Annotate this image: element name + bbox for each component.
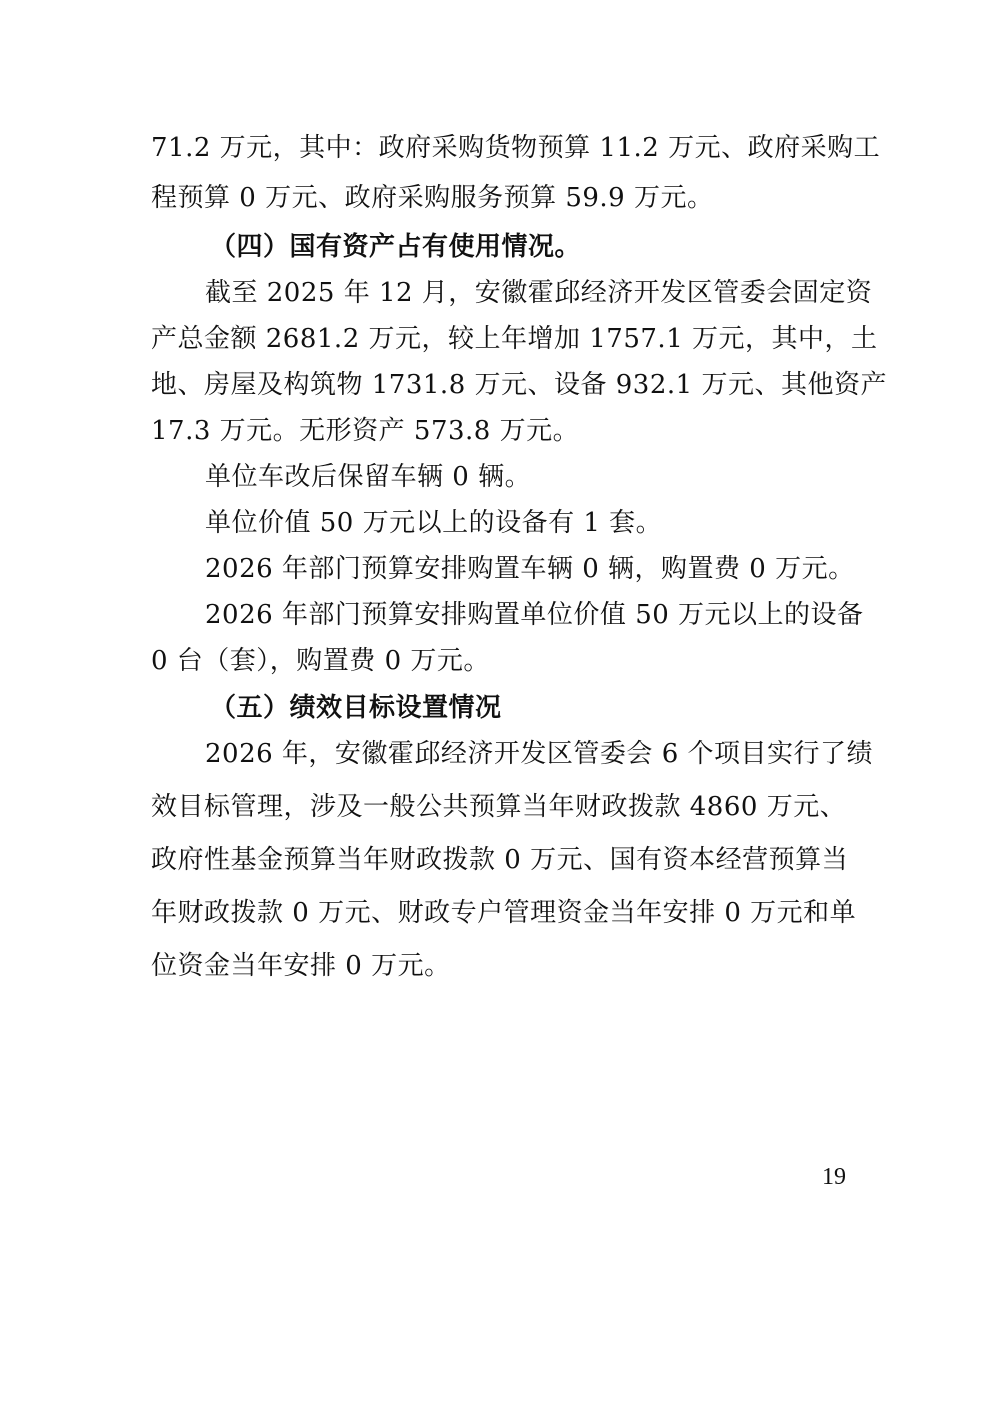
paragraph-line: 截至 2025 年 12 月，安徽霍邱经济开发区管委会固定资 bbox=[205, 278, 873, 308]
paragraph-line: 效目标管理，涉及一般公共预算当年财政拨款 4860 万元、 bbox=[151, 792, 847, 822]
paragraph-line: 单位价值 50 万元以上的设备有 1 套。 bbox=[205, 508, 663, 538]
paragraph-line: 程预算 0 万元、政府采购服务预算 59.9 万元。 bbox=[151, 183, 714, 213]
paragraph-line: 2026 年部门预算安排购置车辆 0 辆，购置费 0 万元。 bbox=[205, 554, 855, 584]
paragraph-line: 地、房屋及构筑物 1731.8 万元、设备 932.1 万元、其他资产 bbox=[151, 370, 887, 400]
paragraph-line: 0 台（套），购置费 0 万元。 bbox=[151, 646, 490, 676]
paragraph-line: 位资金当年安排 0 万元。 bbox=[151, 951, 451, 981]
paragraph-line: 年财政拨款 0 万元、财政专户管理资金当年安排 0 万元和单 bbox=[151, 898, 857, 928]
paragraph-line: 政府性基金预算当年财政拨款 0 万元、国有资本经营预算当 bbox=[151, 845, 849, 875]
paragraph-line: 产总金额 2681.2 万元，较上年增加 1757.1 万元，其中，土 bbox=[151, 324, 878, 354]
paragraph-line: 17.3 万元。无形资产 573.8 万元。 bbox=[151, 416, 580, 446]
paragraph-line: 2026 年，安徽霍邱经济开发区管委会 6 个项目实行了绩 bbox=[205, 739, 874, 769]
paragraph-line: 单位车改后保留车辆 0 辆。 bbox=[205, 462, 532, 492]
section-heading-assets: （四）国有资产占有使用情况。 bbox=[210, 232, 582, 262]
paragraph-line: 71.2 万元，其中：政府采购货物预算 11.2 万元、政府采购工 bbox=[151, 133, 881, 163]
section-heading-performance: （五）绩效目标设置情况 bbox=[210, 693, 502, 723]
paragraph-line: 2026 年部门预算安排购置单位价值 50 万元以上的设备 bbox=[205, 600, 864, 630]
page-number: 19 bbox=[822, 1164, 846, 1190]
